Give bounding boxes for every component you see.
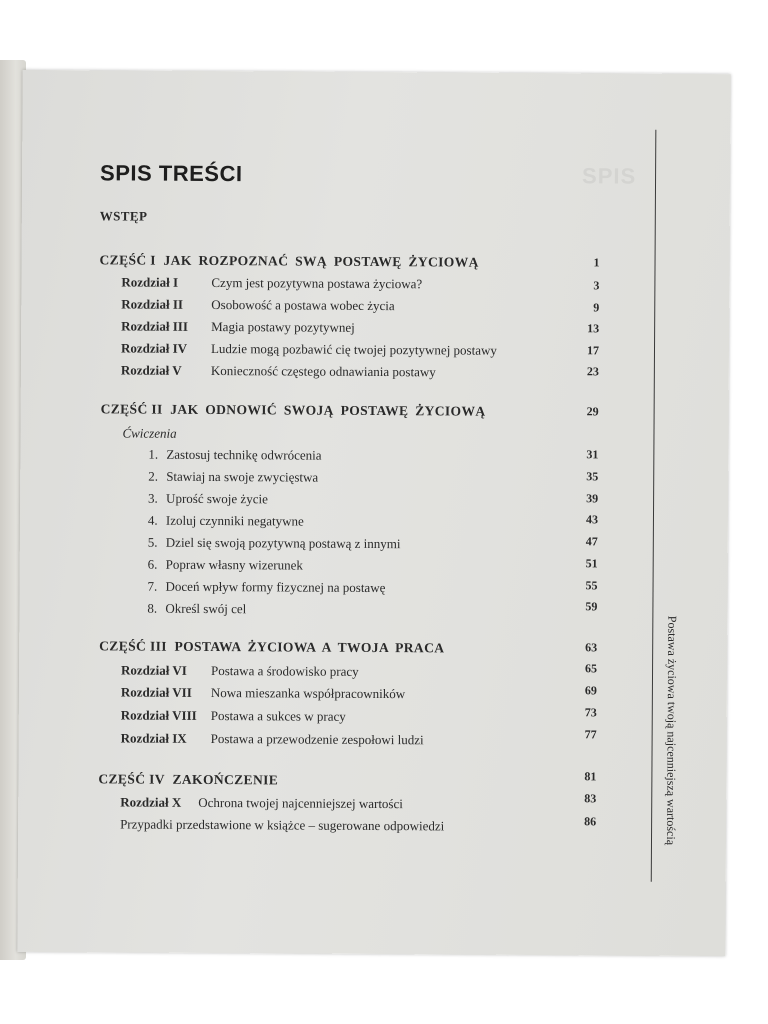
part-1-page: 1: [593, 255, 600, 270]
part-1-label: CZĘŚĆ I: [99, 252, 157, 268]
chapter-label: Rozdział X: [120, 794, 182, 810]
part-3-label: CZĘŚĆ III: [99, 638, 167, 654]
exercise-number: 4.: [147, 512, 158, 528]
exercise-row: [148, 513, 304, 530]
chapter-label: Rozdział III: [121, 318, 188, 334]
chapter-title: Postawa a sukces w pracy: [210, 708, 346, 724]
exercise-page: 55: [585, 578, 598, 593]
chapter-title: Nowa mieszanka współpracowników: [210, 685, 406, 702]
part-1-name: JAK ROZPOZNAĆ SWĄ POSTAWĘ ŻYCIOWĄ: [163, 252, 479, 270]
chapter-page: 73: [584, 705, 597, 720]
exercise-title: Zastosuj technikę odwrócenia: [166, 446, 322, 463]
toc-row: [121, 684, 405, 704]
chapter-label: Rozdział II: [121, 296, 184, 312]
part-2-page: 29: [586, 404, 599, 419]
exercise-title: Izoluj czynniki negatywne: [165, 512, 304, 529]
exercise-number: 7.: [147, 578, 158, 594]
exercise-title: Doceń wpływ formy fizycznej na postawę: [165, 578, 386, 596]
exercise-title: Popraw własny wizerunek: [165, 556, 303, 573]
chapter-page: 86: [584, 814, 597, 829]
exercise-title: Określ swój cel: [165, 600, 247, 617]
toc-row: [121, 662, 359, 681]
toc-row: [121, 730, 424, 750]
exercise-number: 8.: [147, 600, 158, 616]
chapter-title: Ludzie mogą pozbawić cię twojej pozytywnej postawy: [210, 341, 497, 358]
exercises-subtitle: Ćwiczenia: [122, 425, 177, 441]
chapter-title: Czym jest pozytywna postawa życiowa?: [211, 275, 423, 292]
exercise-row: [147, 579, 385, 596]
margin-rule: [651, 130, 657, 882]
toc-row: [120, 816, 444, 836]
part-4-label: CZĘŚĆ IV: [98, 771, 166, 787]
chapter-title: Konieczność częstego odnawiania postawy: [210, 363, 436, 380]
chapter-title: Ochrona twojej najcenniejszej wartości: [198, 794, 403, 812]
exercise-title: Stawiaj na swoje zwycięstwa: [166, 468, 319, 485]
exercise-page: 43: [585, 512, 599, 527]
chapter-label: Rozdział VI: [120, 662, 187, 678]
exercise-number: 1.: [148, 446, 159, 462]
part-4-page: 81: [584, 769, 597, 784]
toc-row: [121, 707, 346, 726]
chapter-label: Rozdział VIII: [120, 707, 197, 723]
part-2-label: CZĘŚĆ II: [100, 401, 163, 417]
exercise-page: 39: [586, 491, 599, 506]
chapter-label: Rozdział I: [121, 274, 179, 290]
exercise-number: 5.: [147, 534, 158, 550]
exercise-page: 47: [585, 534, 598, 549]
chapter-page: 13: [587, 321, 600, 336]
toc-row: [120, 794, 403, 814]
chapter-page: 23: [586, 364, 599, 379]
chapter-title: Postawa a przewodzenie zespołowi ludzi: [210, 731, 424, 748]
part-4-name: ZAKOŃCZENIE: [172, 771, 279, 788]
chapter-page: 83: [584, 791, 597, 806]
exercise-page: 31: [586, 447, 599, 462]
toc-row: [121, 274, 422, 294]
chapter-label: Rozdział VII: [120, 684, 192, 700]
part-3-page: 63: [585, 640, 598, 655]
exercise-number: 2.: [148, 468, 159, 484]
part-4-heading: [98, 771, 278, 788]
exercise-page: 35: [586, 469, 599, 484]
exercise-number: 6.: [147, 556, 158, 572]
exercise-row: [147, 601, 246, 618]
part-2-heading: [101, 401, 486, 419]
book-page: [17, 70, 730, 956]
chapter-title: Postawa a środowisko pracy: [210, 663, 359, 679]
chapter-page: 3: [593, 278, 600, 293]
exercise-page: 59: [585, 599, 598, 614]
chapter-title: Magia postawy pozytywnej: [211, 319, 355, 335]
intro-entry: WSTĘP: [99, 208, 148, 224]
part-2-name: JAK ODNOWIĆ SWOJĄ POSTAWĘ ŻYCIOWĄ: [170, 401, 486, 419]
exercise-row: [148, 557, 303, 574]
chapter-label: Rozdział IV: [120, 340, 188, 356]
part-3-name: POSTAWA ŻYCIOWA A TWOJA PRACA: [174, 638, 445, 656]
exercise-row: [148, 447, 321, 464]
exercise-title: Dziel się swoją pozytywną postawą z innymi: [165, 534, 401, 552]
chapter-page: 17: [586, 343, 600, 358]
chapter-label: Rozdział IX: [120, 730, 187, 746]
part-3-heading: [99, 638, 444, 656]
exercise-number: 3.: [148, 490, 158, 506]
toc-row: [121, 318, 355, 337]
exercise-row: [148, 535, 401, 553]
side-title: Postawa życiowa twoją najcenniejszą wartością: [663, 615, 680, 846]
show-through-text: SPIS: [581, 163, 637, 189]
toc-row: [121, 340, 497, 360]
toc-row: [121, 296, 394, 316]
exercise-title: Uprość swoje życie: [166, 490, 268, 507]
chapter-page: 69: [584, 683, 597, 698]
toc-row: [121, 362, 436, 382]
chapter-title: Osobowość a postawa wobec życia: [211, 297, 395, 314]
chapter-page: 65: [585, 661, 598, 676]
part-1-heading: [99, 252, 478, 270]
chapter-title: Przypadki przedstawione w książce – sugerowane odpowiedzi: [120, 816, 445, 834]
chapter-label: Rozdział V: [120, 362, 182, 378]
exercise-page: 51: [585, 556, 598, 571]
chapter-page: 9: [593, 300, 600, 315]
exercise-row: [148, 469, 318, 486]
page-title: SPIS TREŚCI: [99, 160, 243, 187]
exercise-row: [148, 491, 268, 508]
chapter-page: 77: [584, 727, 597, 742]
